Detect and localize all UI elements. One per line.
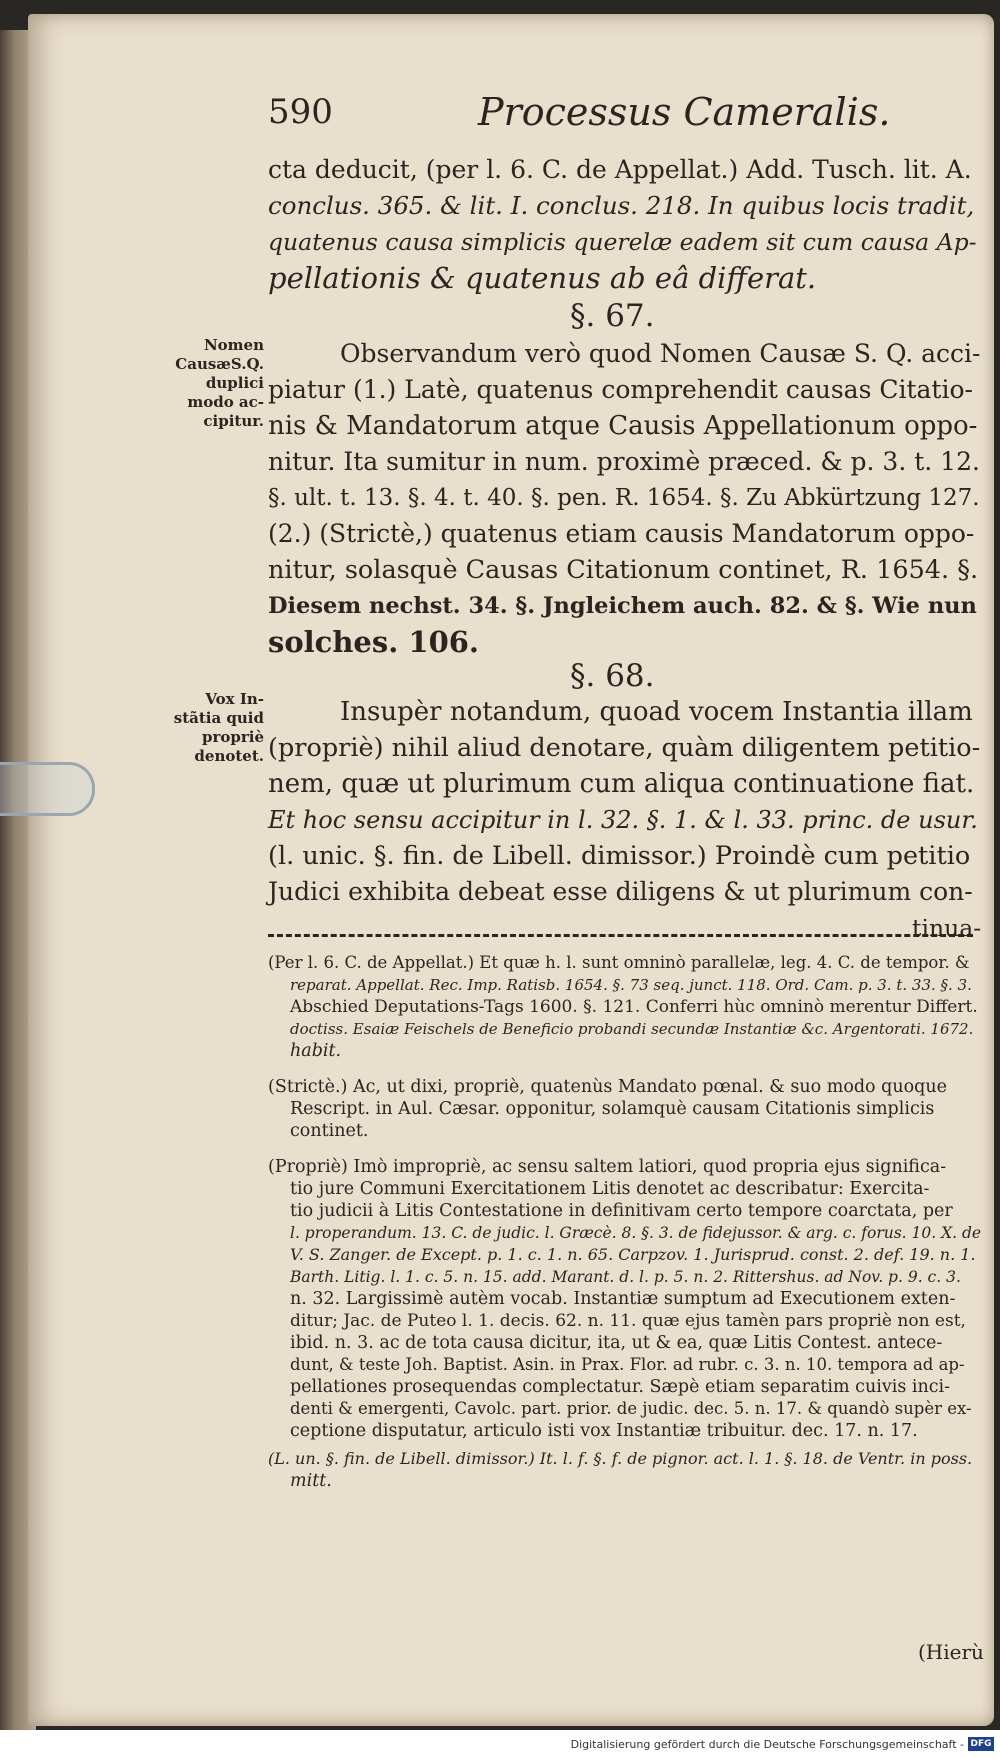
footnote-line: Rescript. in Aul. Cæsar. opponitur, solamquè causam Citationis simplicis <box>290 1099 935 1119</box>
margin-note-67 <box>172 336 264 431</box>
page-header <box>268 92 968 152</box>
margin-note-line: CausæS.Q. <box>175 355 264 373</box>
section-heading-67: §. 67. <box>570 298 655 334</box>
footnote-line: Barth. Litig. l. 1. c. 5. n. 15. add. Marant. d. l. p. 5. n. 2. Rittershus. ad Nov. p. 9. c. 3. <box>290 1268 961 1286</box>
page-clip <box>0 762 95 816</box>
page-number: 590 <box>268 92 333 132</box>
margin-note-line: modo ac- <box>187 393 264 411</box>
section-67-line: nis & Mandatorum atque Causis Appellationum oppo- <box>268 411 978 441</box>
footnote-line: doctiss. Esaiæ Feischels de Beneficio probandi secundæ Instantiæ &c. Argentorati. 1672. <box>290 1020 974 1038</box>
footnote-line: (Propriè) Imò impropriè, ac sensu saltem latiori, quod propria ejus significa- <box>268 1157 947 1177</box>
section-68-line: Insupèr notandum, quoad vocem Instantia illam <box>340 697 973 727</box>
body-line: conclus. 365. & lit. I. conclus. 218. In quibus locis tradit, <box>268 191 975 220</box>
footnote-line: habit. <box>290 1041 342 1061</box>
section-68-line: Judici exhibita debeat esse diligens & ut plurimum con- <box>268 877 973 906</box>
footnote-line: V. S. Zanger. de Except. p. 1. c. 1. n. 65. Carpzov. 1. Jurisprud. const. 2. def. 19. n. 1. <box>290 1245 976 1264</box>
section-68-line: (l. unic. §. fin. de Libell. dimissor.) Proindè cum petitio <box>268 841 971 871</box>
margin-note-line: Nomen <box>203 336 264 354</box>
digitization-credit: Digitalisierung gefördert durch die Deutsche Forschungsgemeinschaft - <box>570 1738 964 1751</box>
footnote-line: ditur; Jac. de Puteo l. 1. decis. 62. n. 11. quæ ejus tamèn pars propriè non est, <box>290 1311 966 1331</box>
section-heading-68: §. 68. <box>570 658 655 694</box>
margin-note-line: propriè <box>201 728 264 746</box>
footnote-line: (Per l. 6. C. de Appellat.) Et quæ h. l. sunt omninò parallelæ, leg. 4. C. de tempor. & <box>268 953 970 972</box>
running-title: Processus Cameralis. <box>478 90 891 134</box>
section-67-line: §. ult. t. 13. §. 4. t. 40. §. pen. R. 1654. §. Zu Abkürtzung 127. <box>268 485 980 511</box>
margin-note-line: cipitur. <box>203 412 264 430</box>
margin-note-68 <box>172 690 264 766</box>
section-67-line: nitur, solasquè Causas Citationum continet, R. 1654. §. <box>268 555 979 585</box>
margin-note-line: duplici <box>205 374 264 392</box>
footnote-line: tio judicii à Litis Contestatione in definitivam certo tempore coarctata, per <box>290 1201 953 1221</box>
page-catchword: (Hierù <box>918 1640 984 1664</box>
section-67-line: piatur (1.) Latè, quatenus comprehendit causas Citatio- <box>268 375 973 404</box>
footnote-rule <box>268 934 973 937</box>
footnote-line: tio jure Communi Exercitationem Litis denotet ac describatur: Exercita- <box>290 1179 930 1199</box>
margin-note-line: denotet. <box>194 747 264 765</box>
catchword: tinua- <box>912 914 982 942</box>
body-line: cta deducit, (per l. 6. C. de Appellat.) Add. Tusch. lit. A. <box>268 155 972 184</box>
section-67-line: nitur. Ita sumitur in num. proximè præced. & p. 3. t. 12. <box>268 447 980 476</box>
footnote-line: ibid. n. 3. ac de tota causa dicitur, ita, ut & ea, quæ Litis Contest. antece- <box>290 1333 943 1353</box>
footnote-line: continet. <box>290 1121 369 1141</box>
body-line: quatenus causa simplicis querelæ eadem sit cum causa Ap- <box>268 228 977 256</box>
footnote-line: Abschied Deputations-Tags 1600. §. 121. Conferri hùc omninò merentur Differt. <box>290 997 978 1017</box>
footnote-line: l. properandum. 13. C. de judic. l. Græcè. 8. §. 3. de fidejussor. & arg. c. forus. 10. X. de <box>290 1224 982 1242</box>
footnote-line: (L. un. §. fin. de Libell. dimissor.) It. l. f. §. f. de pignor. act. l. 1. §. 18. de Ventr. in poss. <box>268 1449 973 1468</box>
dfg-logo: DFG <box>968 1737 994 1751</box>
section-67-line: Observandum verò quod Nomen Causæ S. Q. acci- <box>340 339 981 368</box>
section-67-line: (2.) (Strictè,) quatenus etiam causis Mandatorum oppo- <box>268 519 975 548</box>
footnote-line: reparat. Appellat. Rec. Imp. Ratisb. 1654. §. 73 seq. junct. 118. Ord. Cam. p. 3. t. 33. §. 3. <box>290 976 972 994</box>
footnote-line: n. 32. Largissimè autèm vocab. Instantiæ sumptum ad Executionem exten- <box>290 1289 956 1309</box>
section-68-line: nem, quæ ut plurimum cum aliqua continuatione fiat. <box>268 769 975 799</box>
section-68-line: (propriè) nihil aliud denotare, quàm diligentem petitio- <box>268 733 981 763</box>
section-67-line: Diesem nechst. 34. §. Jngleichem auch. 82. & §. Wie nun <box>268 593 977 619</box>
margin-note-line: stãtia quid <box>173 709 264 727</box>
footnote-line: (Strictè.) Ac, ut dixi, propriè, quatenùs Mandato pœnal. & suo modo quoque <box>268 1077 947 1097</box>
footnote-line: ceptione disputatur, articulo isti vox Instantiæ tribuitur. dec. 17. n. 17. <box>290 1421 918 1441</box>
body-line: pellationis & quatenus ab eâ differat. <box>268 261 817 295</box>
section-68-line: Et hoc sensu accipitur in l. 32. §. 1. & l. 33. princ. de usur. <box>268 806 978 834</box>
section-67-line: solches. 106. <box>268 625 480 659</box>
footnote-line: pellationes prosequendas complectatur. Sæpè etiam separatim cuivis inci- <box>290 1377 951 1397</box>
footnote-line: mitt. <box>290 1471 332 1491</box>
margin-note-line: Vox In- <box>205 690 264 708</box>
footnote-line: denti & emergenti, Cavolc. part. prior. de judic. dec. 5. n. 17. & quandò supèr ex- <box>290 1399 972 1418</box>
footnote-line: dunt, & teste Joh. Baptist. Asin. in Prax. Flor. ad rubr. c. 3. n. 10. tempora ad ap- <box>290 1355 965 1374</box>
